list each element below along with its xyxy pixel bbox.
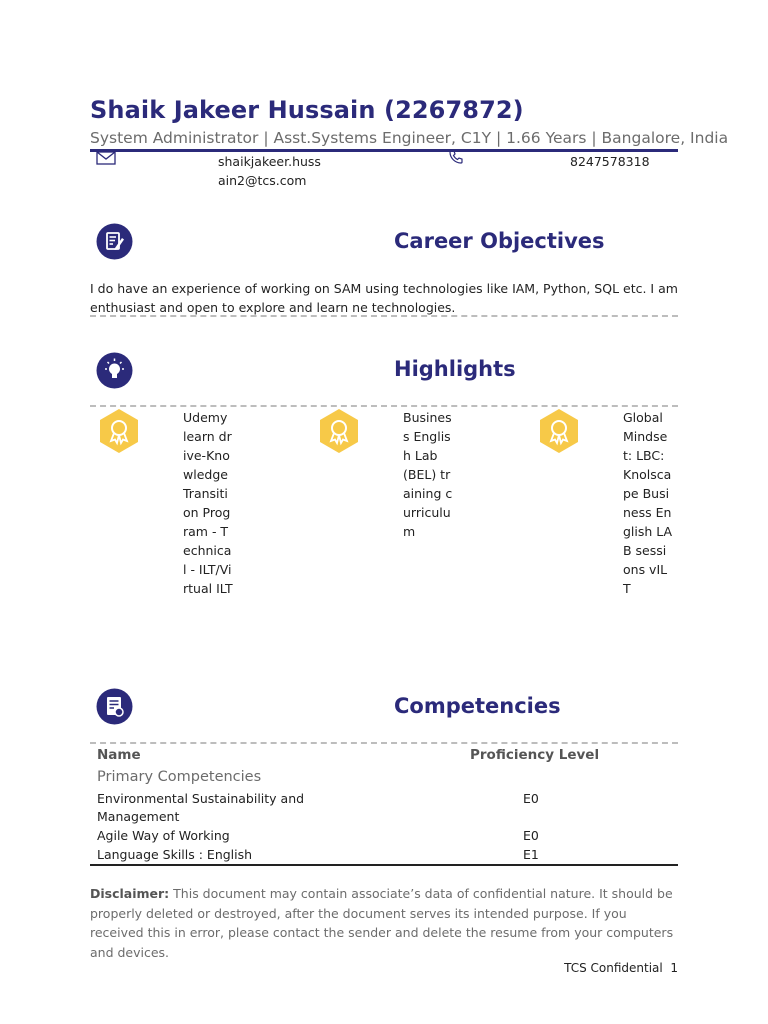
competencies-title: Competencies xyxy=(394,694,561,718)
candidate-subtitle: System Administrator | Asst.Systems Engineer, C1Y | 1.66 Years | Bangalore, India xyxy=(90,129,729,147)
award-badge-icon xyxy=(96,408,142,459)
competency-name: Environmental Sustainability and Management xyxy=(97,791,305,824)
career-objectives-title: Career Objectives xyxy=(394,229,605,253)
career-objectives-text: I do have an experience of working on SAM using technologies like IAM, Python, SQL etc. I am enthusiast and open to explore and learn ne technologies. xyxy=(90,281,678,315)
award-badge-icon xyxy=(536,408,582,459)
competency-level: E0 xyxy=(523,791,539,806)
competency-group-heading: Primary Competencies xyxy=(97,769,262,785)
document-edit-icon xyxy=(96,223,133,260)
lightbulb-icon xyxy=(96,352,133,389)
column-header-proficiency: Proficiency Level xyxy=(470,747,600,763)
disclaimer: Disclaimer: This document may contain associate’s data of confidential nature. It should be properly deleted or destroyed, after the document serves its intended purpose. If you received this in error, please contact the sender and delete the resume from your computers and devices. xyxy=(90,886,674,960)
competency-level: E1 xyxy=(523,847,539,862)
section-divider xyxy=(90,742,678,744)
phone-icon xyxy=(449,150,463,164)
email-icon xyxy=(96,151,116,165)
phone-number[interactable]: 8247578318 xyxy=(570,154,650,169)
highlight-item: Udemy learn drive-Knowledge Transition Program - Technical - ILT/Virtual ILT xyxy=(183,410,233,596)
highlight-item: Global Mindset: LBC: Knolscape Business English LAB sessions vILT xyxy=(623,410,673,596)
email-address[interactable]: shaikjakeer.huss ain2@tcs.com xyxy=(218,154,321,188)
highlight-item: Business English Lab (BEL) training curriculum xyxy=(403,410,453,539)
certificate-document-icon xyxy=(96,688,133,725)
section-divider xyxy=(90,405,678,407)
competency-level: E0 xyxy=(523,828,539,843)
footer-confidential: TCS Confidential 1 xyxy=(564,961,678,975)
column-header-name: Name xyxy=(97,747,141,763)
table-bottom-rule xyxy=(90,864,678,866)
highlights-title: Highlights xyxy=(394,357,516,381)
section-divider xyxy=(90,315,678,317)
award-badge-icon xyxy=(316,408,362,459)
competency-name: Agile Way of Working xyxy=(97,828,230,843)
candidate-name: Shaik Jakeer Hussain (2267872) xyxy=(90,96,524,124)
competency-name: Language Skills : English xyxy=(97,847,253,862)
